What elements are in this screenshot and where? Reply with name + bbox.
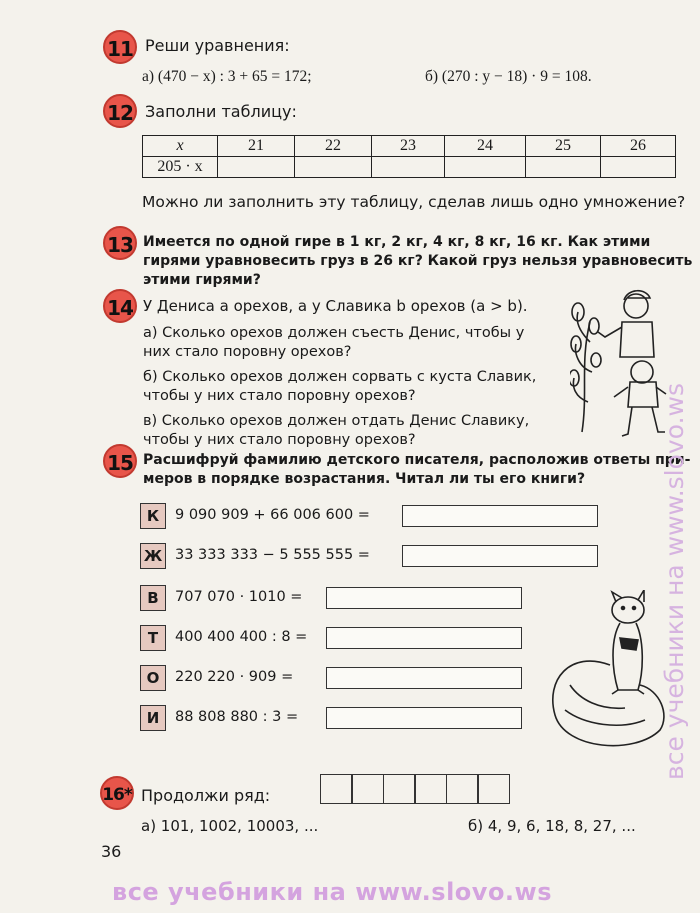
subquestion-line: чтобы у них стало поровну орехов? — [143, 388, 416, 404]
watermark-side: все учебники на www.slovo.ws — [660, 383, 689, 780]
table-empty-cell[interactable] — [526, 157, 601, 178]
surname-letter-cell[interactable] — [320, 774, 353, 804]
answer-box[interactable] — [326, 627, 522, 649]
subquestion-line: б) Сколько орехов должен сорвать с куста Славик, — [143, 369, 537, 385]
task-text-line: Расшифруй фамилию детского писателя, расположив ответы при- — [143, 452, 691, 468]
cipher-letter: Ж — [140, 543, 166, 569]
task-text-line: этими гирями? — [143, 272, 261, 288]
task-title: Заполни таблицу: — [145, 102, 297, 121]
cipher-expression: 9 090 909 + 66 006 600 = — [175, 507, 370, 523]
table-row-label: 205 · x — [143, 157, 218, 178]
sequence-b: б) 4, 9, 6, 18, 8, 27, ... — [468, 817, 636, 835]
table-cell: 22 — [295, 136, 372, 157]
table-empty-cell[interactable] — [372, 157, 445, 178]
surname-letter-cell[interactable] — [414, 774, 447, 804]
table-empty-cell[interactable] — [601, 157, 676, 178]
task-subquestions — [143, 324, 536, 450]
task-title: Реши уравнения: — [145, 36, 290, 55]
answer-box[interactable] — [326, 667, 522, 689]
cipher-letter: К — [140, 503, 166, 529]
answer-box[interactable] — [402, 505, 598, 527]
task-intro: У Дениса a орехов, а у Славика b орехов (a > b). — [143, 297, 528, 315]
surname-answer-grid — [321, 774, 510, 804]
task-text-line: Имеется по одной гире в 1 кг, 2 кг, 4 кг, 8 кг, 16 кг. Как этими — [143, 234, 651, 250]
task-number-badge: 16* — [100, 776, 134, 810]
task-number-badge: 13 — [103, 226, 137, 260]
task-number-badge: 12 — [103, 94, 137, 128]
equation-b: б) (270 : y − 18) · 9 = 108. — [425, 68, 592, 85]
task-text-line: гирями уравновесить груз в 26 кг? Какой груз нельзя уравновесить — [143, 253, 693, 269]
task-text-line: меров в порядке возрастания. Читал ли ты его книги? — [143, 471, 586, 487]
cipher-expression: 33 333 333 − 5 555 555 = — [175, 547, 370, 563]
boys-picking-nuts-illustration — [570, 282, 670, 440]
table-row — [143, 157, 676, 178]
surname-letter-cell[interactable] — [351, 774, 384, 804]
cipher-letter: Т — [140, 625, 166, 651]
task-title: Продолжи ряд: — [141, 786, 271, 805]
watermark-bottom: все учебники на www.slovo.ws — [112, 878, 552, 906]
table-header-row — [143, 136, 676, 157]
table-cell: 21 — [218, 136, 295, 157]
page-number: 36 — [101, 842, 122, 861]
cipher-expression: 220 220 · 909 = — [175, 669, 294, 685]
answer-box[interactable] — [326, 707, 522, 729]
cipher-letter: О — [140, 665, 166, 691]
subquestion-line: чтобы у них стало поровну орехов? — [143, 432, 416, 448]
sequence-a: а) 101, 1002, 10003, ... — [141, 817, 319, 835]
equation-a: а) (470 − x) : 3 + 65 = 172; — [142, 68, 312, 85]
task-number-badge: 15 — [103, 444, 137, 478]
task-text — [143, 451, 690, 489]
cipher-expression: 88 808 880 : 3 = — [175, 709, 299, 725]
answer-box[interactable] — [402, 545, 598, 567]
table-empty-cell[interactable] — [445, 157, 526, 178]
subquestion-line: них стало поровну орехов? — [143, 344, 352, 360]
table-cell: 25 — [526, 136, 601, 157]
cipher-expression: 707 070 · 1010 = — [175, 589, 303, 605]
answer-box[interactable] — [326, 587, 522, 609]
task-question: Можно ли заполнить эту таблицу, сделав лишь одно умножение? — [142, 193, 686, 211]
task-number-badge: 11 — [103, 30, 137, 64]
surname-letter-cell[interactable] — [383, 774, 416, 804]
squirrel-illustration — [540, 590, 670, 755]
surname-letter-cell[interactable] — [477, 774, 510, 804]
table-cell: 26 — [601, 136, 676, 157]
cipher-letter: В — [140, 585, 166, 611]
table-cell: 23 — [372, 136, 445, 157]
table-empty-cell[interactable] — [218, 157, 295, 178]
table-cell: 24 — [445, 136, 526, 157]
subquestion-line: в) Сколько орехов должен отдать Денис Славику, — [143, 413, 530, 429]
cipher-letter: И — [140, 705, 166, 731]
fill-table — [142, 135, 676, 178]
task-number-badge: 14 — [103, 289, 137, 323]
table-empty-cell[interactable] — [295, 157, 372, 178]
table-cell: x — [143, 136, 218, 157]
cipher-expression: 400 400 400 : 8 = — [175, 629, 308, 645]
surname-letter-cell[interactable] — [446, 774, 479, 804]
subquestion-line: а) Сколько орехов должен съесть Денис, чтобы у — [143, 325, 525, 341]
